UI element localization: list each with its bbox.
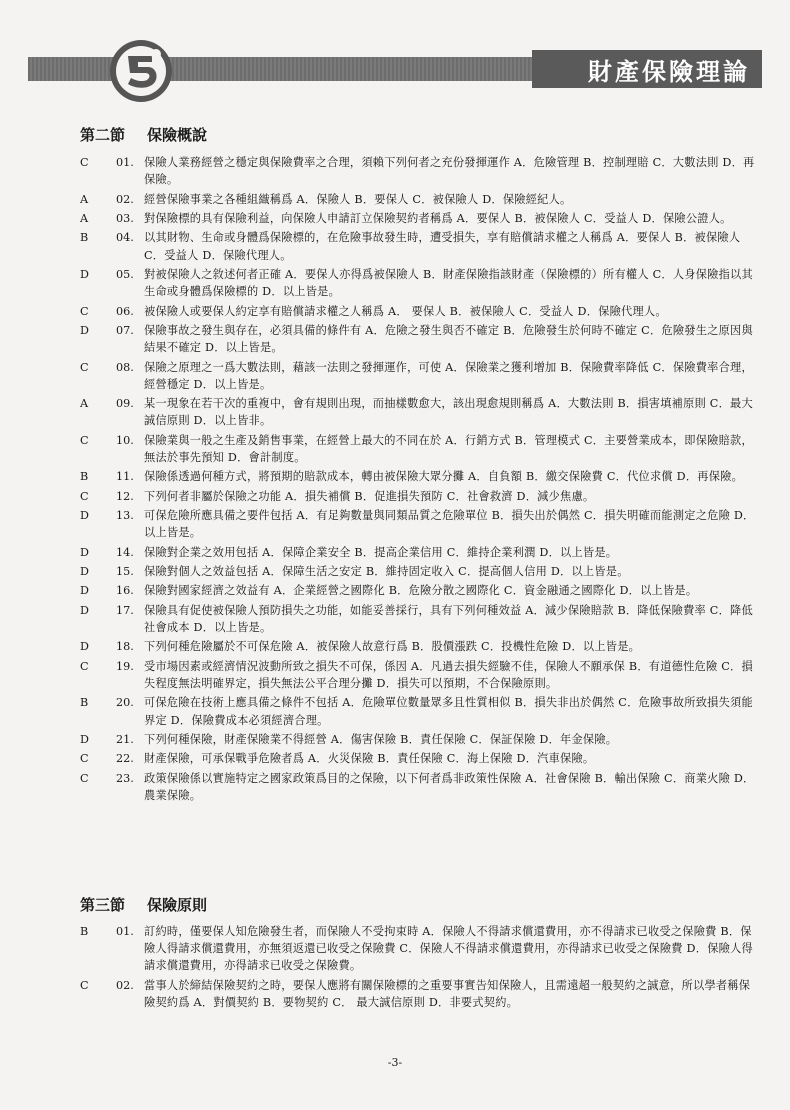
question-item [78, 544, 758, 561]
question-text: 保險對企業之效用包括 A．保障企業安全 B．提高企業信用 C．維持企業利潤 D．以上皆是。 [144, 545, 618, 559]
question-item [78, 750, 758, 767]
answer-key: D [80, 733, 89, 747]
question-item [78, 229, 758, 263]
page-number: -3- [387, 1056, 403, 1069]
question-item [78, 210, 758, 227]
question-text: 訂約時，僅要保人知危險發生者，而保險人不受拘束時 A．保險人不得請求償還費用，亦不得請求已收受之保險費 B．保險人得請求償還費用，亦無須返還已收受之保險費 C．保險人不得請求償還費用，亦得請求已收受之保險費 D．保險人得請求償還費用，亦得請求已收受之保險費。 [144, 925, 753, 973]
question-text: 可保危險所應具備之要件包括 A．有足夠數量與同類品質之危險單位 B．損失出於偶然 C．損失明確而能測定之危險 D．以上皆是。 [144, 509, 755, 540]
question-list-2 [78, 154, 758, 806]
question-number: 04. [116, 231, 134, 245]
answer-key: C [80, 433, 89, 447]
question-number: 05. [116, 267, 134, 281]
question-number: 06. [116, 304, 134, 318]
answer-key: B [80, 231, 89, 245]
question-item [78, 923, 758, 975]
question-text: 受市場因素或經濟情況波動所致之損失不可保，係因 A．凡過去損失經驗不佳，保險人不願承保 B．有道德性危險 C．損失程度無法明確界定，損失無法公平合理分攤 D．損失可以預期，不合保險原則。 [144, 659, 753, 691]
question-item [78, 303, 758, 320]
answer-key: B [80, 696, 89, 710]
header-title: 財產保險理論 [588, 58, 750, 86]
answer-key: A [80, 397, 89, 411]
section-name: 保險概說 [147, 126, 208, 144]
question-item [78, 694, 758, 728]
question-number: 11. [116, 470, 134, 484]
question-text: 下列何種危險屬於不可保危險 A．被保險人故意行爲 B．股價漲跌 C．投機性危險 D．以上皆是。 [144, 640, 641, 654]
answer-key: C [80, 659, 89, 673]
answer-key: D [80, 584, 89, 598]
answer-key: C [80, 360, 89, 374]
question-item [78, 602, 758, 636]
answer-key: D [80, 565, 89, 579]
question-item [78, 395, 758, 429]
question-number: 19. [116, 659, 134, 673]
question-text: 下列何種保險，財產保險業不得經營 A．傷害保險 B．責任保險 C．保証保險 D．年金保險。 [144, 733, 618, 747]
question-text: 保險事故之發生與存在，必須具備的條件有 A．危險之發生與否不確定 B．危險發生於何時不確定 C．危險發生之原因與結果不確定 D．以上皆是。 [144, 323, 753, 355]
question-number: 01. [116, 156, 134, 169]
question-number: 15. [116, 565, 134, 579]
answer-key: C [80, 304, 89, 318]
page-header [0, 0, 790, 110]
answer-key: D [80, 640, 89, 654]
question-number: 14. [116, 545, 134, 559]
answer-key: D [80, 603, 89, 617]
answer-key: D [80, 509, 89, 523]
section-title-2 [80, 124, 207, 145]
question-text: 保險之原理之一爲大數法則，藉該一法則之發揮運作，可使 A．保險業之獲利增加 B．保險費率降低 C．保險費率合理，經營穩定 D．以上皆是。 [144, 360, 753, 391]
question-text: 下列何者非屬於保險之功能 A．損失補償 B．促進損失預防 C．社會救濟 D．減少焦慮。 [144, 489, 595, 503]
question-item [78, 154, 758, 188]
question-item [78, 638, 758, 655]
answer-key: C [80, 752, 89, 766]
answer-key: C [80, 771, 89, 785]
question-text: 被保險人或要保人約定享有賠償請求權之人稱爲 A． 要保人 B．被保險人 C．受益人 D．保險代理人。 [144, 304, 667, 318]
question-item [78, 770, 758, 804]
question-text: 保險對國家經濟之效益有 A．企業經營之國際化 B．危險分散之國際化 C．資金融通之國際化 D．以上皆是。 [144, 584, 698, 598]
question-item [78, 977, 758, 1011]
answer-key: B [80, 470, 89, 484]
question-item [78, 359, 758, 393]
question-number: 20. [116, 696, 134, 710]
answer-key: C [80, 489, 89, 503]
question-number: 09. [116, 397, 134, 411]
question-number: 18. [116, 640, 134, 654]
question-number: 22. [116, 752, 134, 766]
question-item [78, 191, 758, 208]
answer-key: C [80, 978, 89, 992]
section-name: 保險原則 [147, 896, 208, 914]
publisher-logo-icon [108, 38, 174, 104]
question-item [78, 432, 758, 466]
answer-key: C [80, 156, 89, 169]
question-number: 07. [116, 323, 134, 337]
question-number: 12. [116, 489, 134, 503]
question-number: 13. [116, 509, 134, 523]
question-number: 17. [116, 603, 134, 617]
question-item [78, 468, 758, 485]
question-text: 當事人於締結保險契約之時，要保人應將有關保險標的之重要事實告知保險人，且需遠超一般契約之誠意，所以學者稱保險契約爲 A．對價契約 B．要物契約 C． 最大誠信原則 D．非要式契約。 [144, 978, 751, 1009]
question-number: 23. [116, 771, 134, 785]
answer-key: D [80, 267, 89, 281]
section-label: 第三節 [80, 896, 126, 914]
question-item [78, 731, 758, 748]
question-item [78, 658, 758, 692]
answer-key: D [80, 545, 89, 559]
question-text: 保險業與一般之生產及銷售事業，在經營上最大的不同在於 A．行銷方式 B．管理模式 C．主要營業成本，即保險賠款，無法於事先預知 D．會計制度。 [144, 433, 753, 464]
section-label: 第二節 [80, 126, 126, 144]
question-number: 10. [116, 433, 134, 447]
question-number: 01. [116, 925, 134, 938]
answer-key: A [80, 192, 89, 206]
question-number: 03. [116, 211, 134, 225]
question-number: 02. [116, 192, 134, 206]
question-text: 保險係透過何種方式，將預期的賠款成本，轉由被保險大眾分攤 A．自負額 B．繳交保險費 C．代位求償 D．再保險。 [144, 470, 744, 484]
question-text: 對保險標的具有保險利益，向保險人申請訂立保險契約者稱爲 A．要保人 B．被保險人 C．受益人 D．保險公證人。 [144, 211, 732, 225]
question-number: 16. [116, 584, 134, 598]
question-item [78, 563, 758, 580]
question-item [78, 322, 758, 356]
question-number: 21. [116, 733, 134, 747]
question-text: 政策保險係以實施特定之國家政策爲目的之保險，以下何者爲非政策性保險 A．社會保險 B．輸出保險 C．商業火險 D．農業保險。 [144, 771, 755, 803]
question-item [78, 266, 758, 300]
answer-key: B [80, 925, 89, 938]
question-text: 可保危險在技術上應具備之條件不包括 A．危險單位數量眾多且性質相似 B．損失非出於偶然 C．危險事故所致損失須能界定 D．保險費成本必須經濟合理。 [144, 696, 753, 727]
answer-key: D [80, 323, 89, 337]
section-title-3 [80, 894, 207, 915]
question-number: 02. [116, 978, 134, 992]
question-text: 以其財物、生命或身體爲保險標的，在危險事故發生時，遭受損失，享有賠償請求權之人稱爲 A．要保人 B．被保險人 C．受益人 D．保險代理人。 [144, 231, 741, 262]
question-text: 對被保險人之敘述何者正確 A．要保人亦得爲被保險人 B．財產保險指該財產（保險標的）所有權人 C．人身保險指以其生命或身體爲保險標的 D．以上皆是。 [144, 267, 753, 299]
question-list-3 [78, 923, 758, 1013]
question-text: 財產保險，可承保戰爭危險者爲 A．火災保險 B．責任保險 C．海上保險 D．汽車保險。 [144, 752, 595, 766]
answer-key: A [80, 211, 89, 225]
question-text: 保險人業務經營之穩定與保險費率之合理，須賴下列何者之充份發揮運作 A．危險管理 B．控制理賠 C．大數法則 D．再保險。 [144, 156, 755, 187]
question-number: 08. [116, 360, 134, 374]
question-item [78, 488, 758, 505]
question-item [78, 507, 758, 541]
question-text: 保險具有促使被保險人預防損失之功能，如能妥善採行，具有下列何種效益 A．減少保險賠款 B．降低保險費率 C．降低社會成本 D．以上皆是。 [144, 603, 753, 635]
question-text: 經營保險事業之各種組織稱爲 A．保險人 B．要保人 C．被保險人 D．保險經紀人。 [144, 192, 572, 206]
question-item [78, 582, 758, 599]
question-text: 保險對個人之效益包括 A．保障生活之安定 B．維持固定收入 C．提高個人信用 D．以上皆是。 [144, 565, 629, 579]
question-text: 某一現象在若干次的重複中，會有規則出現，而抽樣數愈大，該出現愈規則稱爲 A．大數法則 B．損害填補原則 C．最大誠信原則 D．以上皆非。 [144, 397, 753, 428]
